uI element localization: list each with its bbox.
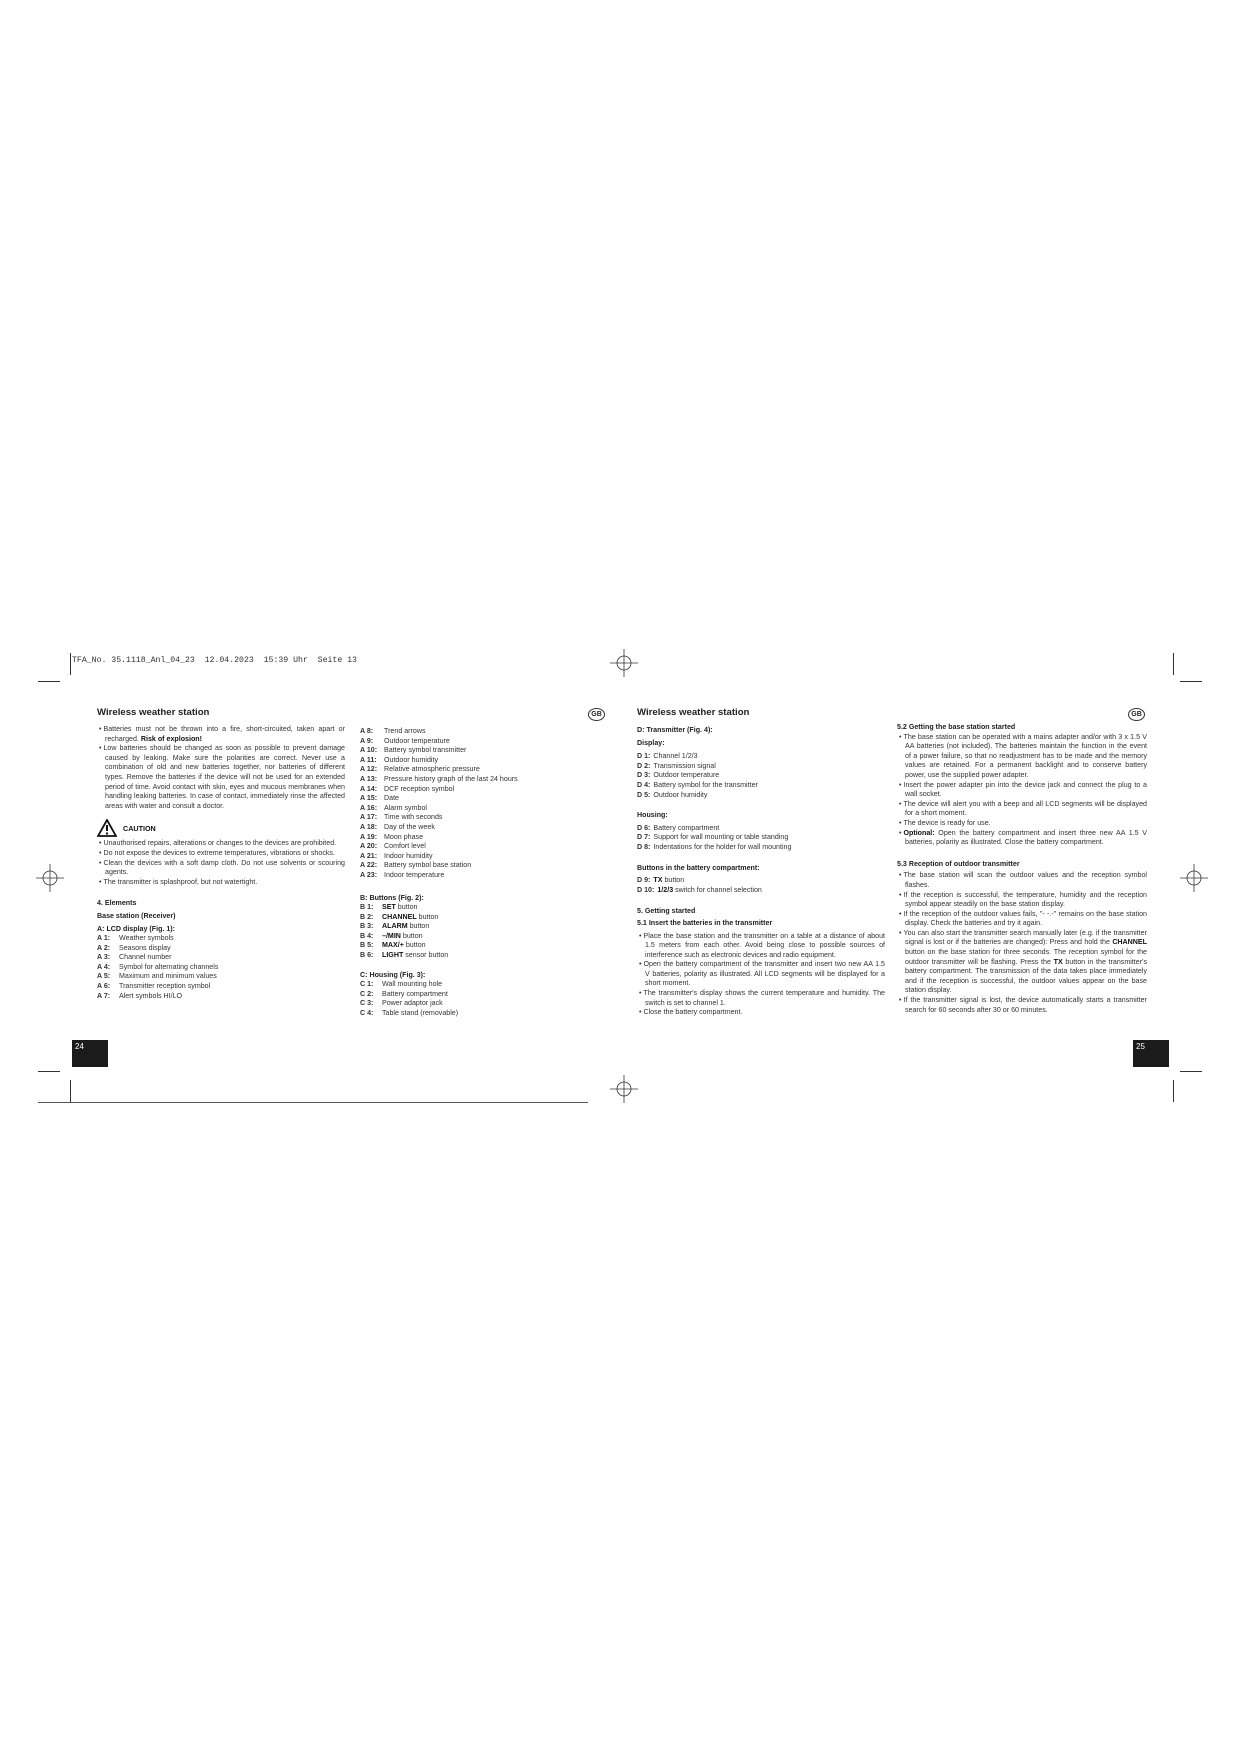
bullet-item: • Unauthorised repairs, alterations or changes to the devices are prohibited. [97, 839, 345, 849]
bullet-item: • The base station will scan the outdoor values and the reception symbol flashes. [897, 871, 1147, 890]
bullet-item: • The base station can be operated with a mains adapter and/or with 3 x 1.5 V AA batteries (not included). The batteries maintain the function in the event of a power failure, so that no readjustment has to be made and the memory values are retained. For a permanent backlight and to conserve battery power, use the supplied power adapter. [897, 733, 1147, 781]
crop-mark [1173, 653, 1174, 675]
print-slug-line: TFA_No. 35.1118_Anl_04_23 12.04.2023 15:39 Uhr Seite 13 [72, 656, 357, 665]
subsection-heading: 5.2 Getting the base station started [897, 723, 1016, 731]
page-number: 25 [1133, 1040, 1169, 1067]
legend-item: B 4: –/MIN button [360, 931, 423, 940]
page-number: 24 [72, 1040, 108, 1067]
legend-item: A 18: Day of the week [360, 822, 435, 831]
registration-mark-icon [1180, 864, 1208, 892]
legend-item: C 1: Wall mounting hole [360, 980, 443, 989]
bullet-item: • Batteries must not be thrown into a fire, short-circuited, taken apart or recharged. Risk of explosion! [97, 725, 345, 744]
crop-mark [38, 681, 60, 682]
section-heading: 5. Getting started [637, 907, 696, 916]
legend-item: A 12: Relative atmospheric pressure [360, 765, 480, 774]
language-badge: GB [588, 708, 605, 721]
legend-item: A 4: Symbol for alternating channels [97, 962, 219, 971]
legend-item: C 4: Table stand (removable) [360, 1009, 459, 1018]
subsection-heading: Housing: [637, 811, 668, 820]
caution-block [97, 819, 345, 837]
subsection-heading: 5.1 Insert the batteries in the transmitter [637, 918, 773, 927]
legend-item: A 13: Pressure history graph of the last 24 hours [360, 774, 518, 783]
bullet-item: • The device will alert you with a beep and all LCD segments will be displayed for a short moment. [897, 800, 1147, 819]
bullet-item: • Low batteries should be changed as soon as possible to prevent damage caused by leaking. Make sure the polarities are correct. Never use a combination of old and new batteries together, nor batteries of different types. Remove the batteries if the device will not be used for an extended period of time. Avoid contact with skin, eyes and mucous membranes when handling leaking batteries. In case of contact, immediately rinse the affected areas with water and consult a doctor. [97, 744, 345, 811]
legend-item: B 1: SET button [360, 903, 418, 912]
crop-mark [70, 653, 71, 675]
legend-item: A 1: Weather symbols [97, 934, 174, 943]
legend-item: A 3: Channel number [97, 953, 172, 962]
legend-item: A 8: Trend arrows [360, 727, 426, 735]
legend-item: A 20: Comfort level [360, 842, 426, 851]
bullet-item: • Insert the power adapter pin into the device jack and connect the plug to a wall socket. [897, 781, 1147, 800]
bullet-item: • Close the battery compartment. [637, 1008, 885, 1018]
bullet-item: • Open the battery compartment of the transmitter and insert two new AA 1.5 V batteries, polarity as illustrated. All LCD segments will be displayed for a short moment. [637, 960, 885, 989]
legend-item: B 3: ALARM button [360, 922, 430, 931]
bullet-item: • The device is ready for use. [897, 819, 1147, 829]
legend-item: A 21: Indoor humidity [360, 851, 433, 860]
legend-item: C 3: Power adaptor jack [360, 999, 443, 1008]
legend-item: A 15: Date [360, 794, 399, 803]
legend-item: A 10: Battery symbol transmitter [360, 746, 467, 755]
caution-label: CAUTION [123, 823, 156, 833]
bullet-item: • Optional: Open the battery compartment and insert three new AA 1.5 V batteries, polarity as illustrated. Close the battery compartment. [897, 829, 1147, 848]
legend-item: D 3: Outdoor temperature [637, 771, 720, 780]
subsection-heading: Base station (Receiver) [97, 911, 176, 920]
crop-mark [1180, 681, 1202, 682]
legend-item: D 1: Channel 1/2/3 [637, 752, 698, 761]
bullet-item: • The transmitter is splashproof, but not watertight. [97, 878, 345, 888]
legend-item: D 5: Outdoor humidity [637, 790, 708, 799]
legend-item: B 6: LIGHT sensor button [360, 951, 449, 960]
subsection-heading: B: Buttons (Fig. 2): [360, 893, 424, 902]
bullet-item: • If the reception of the outdoor values fails, "- -.-" remains on the base station display. Check the batteries and try it again. [897, 910, 1147, 929]
bullet-item: • You can also start the transmitter search manually later (e.g. if the transmitter signal is lost or if the batteries are changed): Press and hold the CHANNEL button on the base station for three seconds. The reception symbol for the outdoor transmitter will be flashing. Press the TX button in the transmitter's battery compartment. The transmission of the data takes place immediately and if the reception is successful, the outdoor values appear on the base station display. [897, 929, 1147, 996]
subsection-heading: D: Transmitter (Fig. 4): [637, 726, 713, 734]
legend-item: B 5: MAX/+ button [360, 941, 426, 950]
right-page-column-2 [897, 723, 1147, 1015]
legend-item: A 5: Maximum and minimum values [97, 972, 217, 981]
legend-item: C 2: Battery compartment [360, 989, 448, 998]
subsection-heading: 5.3 Reception of outdoor transmitter [897, 859, 1020, 868]
legend-item: B 2: CHANNEL button [360, 912, 439, 921]
page-title: Wireless weather station [637, 707, 750, 718]
subsection-heading: Buttons in the battery compartment: [637, 863, 760, 872]
bullet-item: • Clean the devices with a soft damp cloth. Do not use solvents or scouring agents. [97, 859, 345, 878]
legend-item: A 23: Indoor temperature [360, 870, 445, 879]
legend-item: D 9: TX button [637, 876, 685, 885]
legend-item: D 10: 1/2/3 switch for channel selection [637, 885, 762, 894]
legend-item: A 11: Outdoor humidity [360, 755, 439, 764]
legend-item: A 7: Alert symbols HI/LO [97, 991, 183, 1000]
legend-item: A 19: Moon phase [360, 832, 424, 841]
subsection-heading: Display: [637, 738, 665, 747]
registration-mark-icon [610, 649, 638, 677]
legend-item: D 2: Transmission signal [637, 761, 716, 770]
page-title: Wireless weather station [97, 707, 210, 718]
legend-item: D 8: Indentations for the holder for wall mounting [637, 842, 792, 851]
trim-line [38, 1102, 588, 1103]
legend-item: D 4: Battery symbol for the transmitter [637, 780, 758, 789]
left-page-column-2 [360, 727, 590, 1019]
section-heading: 4. Elements [97, 899, 137, 908]
legend-item: A 14: DCF reception symbol [360, 784, 455, 793]
right-page-column-1 [637, 726, 885, 1018]
legend-item: A 6: Transmitter reception symbol [97, 982, 211, 991]
legend-item: D 6: Battery compartment [637, 823, 720, 832]
legend-item: A 17: Time with seconds [360, 813, 443, 822]
bullet-item: • If the reception is successful, the temperature, humidity and the reception symbol appear steadily on the base station display. [897, 891, 1147, 910]
language-badge: GB [1128, 708, 1145, 721]
registration-mark-icon [36, 864, 64, 892]
bullet-item: • Place the base station and the transmitter on a table at a distance of about 1.5 meters from each other. Avoid being close to possible sources of interference such as electronic devices and radio equipment. [637, 932, 885, 961]
crop-mark [1173, 1080, 1174, 1102]
subsection-heading: A: LCD display (Fig. 1): [97, 924, 176, 933]
crop-mark [70, 1080, 71, 1102]
legend-item: A 2: Seasons display [97, 943, 171, 952]
left-page-column-1 [97, 725, 345, 1001]
registration-mark-icon [610, 1075, 638, 1103]
legend-item: A 9: Outdoor temperature [360, 736, 450, 745]
crop-mark [1180, 1071, 1202, 1072]
warning-triangle-icon [97, 819, 117, 837]
legend-item: A 22: Battery symbol base station [360, 861, 472, 870]
subsection-heading: C: Housing (Fig. 3): [360, 970, 426, 979]
crop-mark [38, 1071, 60, 1072]
bullet-item: • Do not expose the devices to extreme temperatures, vibrations or shocks. [97, 849, 345, 859]
bullet-item: • The transmitter's display shows the current temperature and humidity. The switch is set to channel 1. [637, 989, 885, 1008]
legend-item: D 7: Support for wall mounting or table standing [637, 833, 789, 842]
bullet-item: • If the transmitter signal is lost, the device automatically starts a transmitter search for 60 seconds after 30 or 60 minutes. [897, 996, 1147, 1015]
legend-item: A 16: Alarm symbol [360, 803, 427, 812]
